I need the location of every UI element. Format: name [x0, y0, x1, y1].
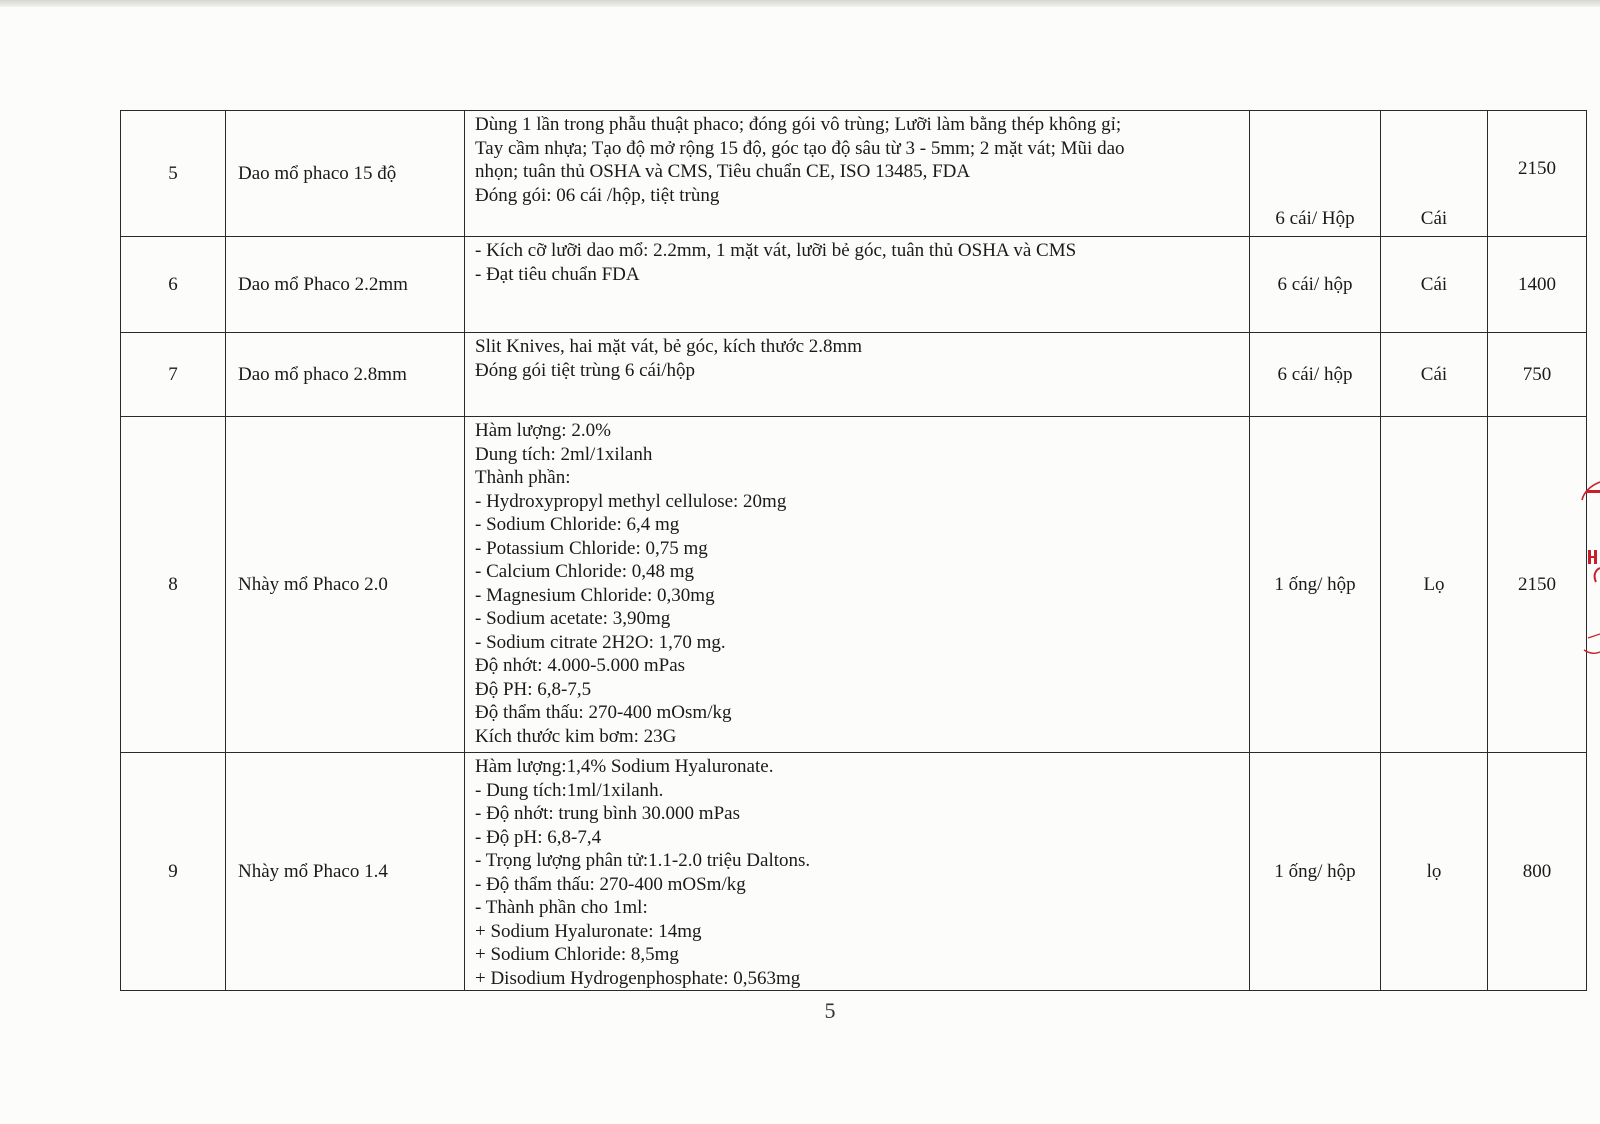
stamp-arc — [1595, 568, 1600, 582]
description-line: Độ PH: 6,8-7,5 — [475, 678, 592, 700]
description-line: Hàm lượng:1,4% Sodium Hyaluronate. — [475, 756, 774, 777]
product-name: Dao mổ phaco 2.8mm — [226, 333, 465, 417]
table-row — [121, 753, 1587, 991]
description-line: Độ nhớt: 4.000-5.000 mPas — [475, 655, 686, 676]
description-line: - Kích cỡ lưỡi dao mổ: 2.2mm, 1 mặt vát, lưỡi bẻ góc, tuân thủ OSHA và CMS — [475, 240, 1077, 261]
description-line: Đóng gói: 06 cái /hộp, tiệt trùng — [475, 184, 720, 206]
description-line: - Độ thẩm thấu: 270-400 mOSm/kg — [475, 873, 746, 895]
description-line: Độ thẩm thấu: 270-400 mOsm/kg — [475, 702, 732, 723]
product-description — [465, 417, 1250, 753]
description-line: Hàm lượng: 2.0% — [475, 420, 611, 441]
description-line: Thành phần: — [475, 467, 571, 488]
red-stamp-edge — [1562, 478, 1600, 668]
unit: Cái — [1381, 237, 1488, 333]
description-line: nhọn; tuân thủ OSHA và CMS, Tiêu chuẩn CE, ISO 13485, FDA — [475, 161, 971, 182]
quantity: 800 — [1488, 753, 1587, 991]
table-row — [121, 417, 1587, 753]
stamp-arc — [1588, 634, 1600, 638]
quantity: 2150 — [1488, 111, 1587, 237]
description-line: Đóng gói tiệt trùng 6 cái/hộp — [475, 359, 696, 381]
description-line: + Sodium Hyaluronate: 14mg — [475, 920, 702, 942]
product-description — [465, 753, 1250, 991]
description-line: - Sodium acetate: 3,90mg — [475, 608, 671, 629]
description-line: - Thành phần cho 1ml: — [475, 897, 648, 918]
description-line: - Đạt tiêu chuẩn FDA — [475, 263, 640, 285]
description-line: - Potassium Chloride: 0,75 mg — [475, 537, 708, 559]
scan-top-edge — [0, 0, 1600, 7]
description-line: - Magnesium Chloride: 0,30mg — [475, 584, 715, 606]
stamp-arc — [1584, 650, 1600, 653]
page-number: 5 — [824, 998, 836, 1023]
description-line: + Disodium Hydrogenphosphate: 0,563mg — [475, 967, 801, 989]
description-line: - Độ nhớt: trung bình 30.000 mPas — [475, 803, 740, 824]
description-line: - Độ pH: 6,8-7,4 — [475, 826, 602, 848]
packaging: 1 ống/ hộp — [1250, 753, 1381, 991]
description-line: - Calcium Chloride: 0,48 mg — [475, 561, 695, 582]
product-name: Nhày mổ Phaco 1.4 — [226, 753, 465, 991]
table-row — [121, 237, 1587, 333]
row-number: 5 — [121, 111, 226, 237]
description-line: Slit Knives, hai mặt vát, bẻ góc, kích thước 2.8mm — [475, 336, 863, 357]
description-line: + Sodium Chloride: 8,5mg — [475, 944, 679, 965]
stamp-mark — [1586, 490, 1600, 493]
description-line: - Sodium citrate 2H2O: 1,70 mg. — [475, 631, 726, 653]
quantity: 2150 — [1488, 417, 1587, 753]
description-line: Dung tích: 2ml/1xilanh — [475, 443, 653, 465]
description-line: - Trọng lượng phân tử:1.1-2.0 triệu Daltons. — [475, 850, 811, 871]
product-name: Dao mổ phaco 15 độ — [226, 111, 465, 237]
product-name: Nhày mổ Phaco 2.0 — [226, 417, 465, 753]
packaging: 1 ống/ hộp — [1250, 417, 1381, 753]
row-number: 6 — [121, 237, 226, 333]
row-number: 7 — [121, 333, 226, 417]
unit: Cái — [1381, 333, 1488, 417]
description-line: - Hydroxypropyl methyl cellulose: 20mg — [475, 490, 787, 512]
product-name: Dao mổ Phaco 2.2mm — [226, 237, 465, 333]
unit: Cái — [1381, 111, 1488, 237]
table-row — [121, 111, 1587, 237]
description-line: - Dung tích:1ml/1xilanh. — [475, 779, 664, 801]
packaging: 6 cái/ hộp — [1250, 333, 1381, 417]
description-line: Tay cầm nhựa; Tạo độ mở rộng 15 độ, góc tạo độ sâu từ 3 - 5mm; 2 mặt vát; Mũi dao — [475, 137, 1125, 159]
table-row — [121, 333, 1587, 417]
product-description — [465, 333, 1250, 417]
product-spec-table — [120, 110, 1587, 991]
quantity: 750 — [1488, 333, 1587, 417]
row-number: 9 — [121, 753, 226, 991]
description-line: Kích thước kim bơm: 23G — [475, 725, 677, 747]
stamp-mark — [1588, 556, 1597, 558]
product-description — [465, 237, 1250, 333]
description-line: - Sodium Chloride: 6,4 mg — [475, 514, 680, 535]
packaging: 6 cái/ hộp — [1250, 237, 1381, 333]
unit: lọ — [1381, 753, 1488, 991]
description-line: Dùng 1 lần trong phẫu thuật phaco; đóng gói vô trùng; Lưỡi làm bằng thép không gỉ; — [475, 114, 1122, 135]
packaging: 6 cái/ Hộp — [1250, 111, 1381, 237]
quantity: 1400 — [1488, 237, 1587, 333]
product-description — [465, 111, 1250, 237]
stamp-graphic — [1562, 478, 1600, 668]
unit: Lọ — [1381, 417, 1488, 753]
row-number: 8 — [121, 417, 226, 753]
